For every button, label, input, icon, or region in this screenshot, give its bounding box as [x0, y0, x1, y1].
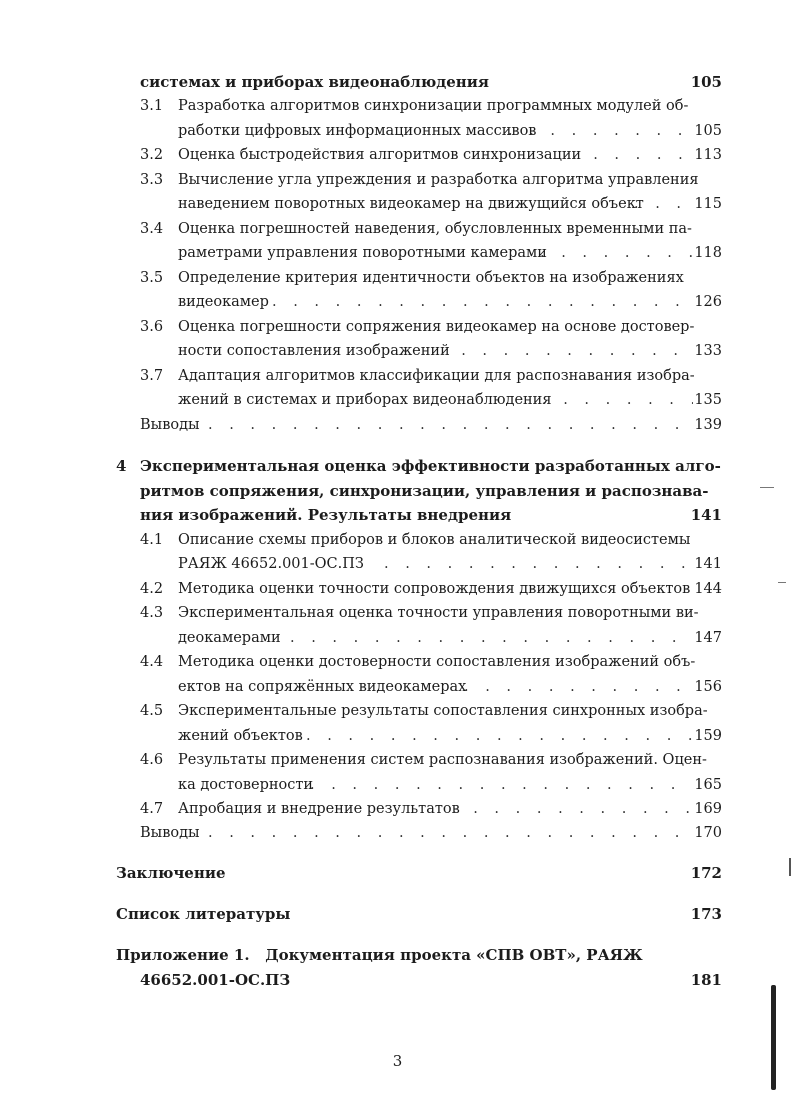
toc-conclusions	[0, 821, 795, 845]
page-ref: 172	[690, 864, 722, 882]
toc-chapter4-title-cont	[0, 503, 795, 527]
section-number: 4.3	[140, 605, 164, 621]
section-title: Описание схемы приборов и блоков аналитической видеосистемы	[178, 532, 691, 548]
section-title-cont: видеокамер	[178, 294, 269, 310]
chapter-title: системах и приборах видеонаблюдения	[140, 73, 489, 91]
dot-leader	[452, 797, 693, 821]
section-number: 4.5	[140, 703, 164, 719]
scan-artifact-mark	[789, 858, 791, 876]
section-title-cont: РАЯЖ 46652.001-ОС.ПЗ	[178, 556, 364, 572]
toc-entry	[0, 143, 795, 167]
toc-chapter3-title	[0, 70, 795, 94]
appendix-title-cont: 46652.001-ОС.ПЗ	[140, 971, 291, 989]
dot-leader	[310, 773, 693, 797]
page-ref: 169	[694, 801, 722, 817]
references-label: Список литературы	[116, 905, 291, 923]
dot-leader	[508, 119, 693, 143]
section-number: 3.5	[140, 270, 164, 286]
section-number: 3.6	[140, 319, 164, 335]
appendix-title: Приложение 1. Документация проекта «СПВ ОВТ», РАЯЖ	[116, 946, 643, 964]
chapter-number: 4	[116, 457, 127, 475]
dot-leader	[290, 626, 693, 650]
toc-entry-cont	[0, 388, 795, 412]
section-title: Разработка алгоритмов синхронизации программных модулей об-	[178, 98, 689, 114]
section-number: 3.7	[140, 368, 164, 384]
dot-leader	[272, 290, 693, 314]
toc-entry-cont	[0, 119, 795, 143]
section-title: Экспериментальные результаты сопоставления синхронных изобра-	[178, 703, 708, 719]
toc-appendix	[0, 943, 795, 967]
dot-leader	[208, 821, 693, 845]
toc-entry	[0, 528, 795, 552]
section-title: Методика оценки точности сопровождения движущихся объектов	[178, 581, 691, 597]
toc-entry	[0, 266, 795, 290]
section-title-cont: раметрами управления поворотными камерами	[178, 245, 547, 261]
page-number: 3	[392, 1052, 403, 1070]
page-ref: 126	[694, 294, 722, 310]
toc-entry	[0, 577, 795, 601]
toc-appendix-cont	[0, 968, 795, 992]
dot-leader	[306, 724, 693, 748]
section-title: Адаптация алгоритмов классификации для распознавания изобра-	[178, 368, 695, 384]
scan-artifact-mark	[760, 487, 774, 488]
toc-entry-cont	[0, 192, 795, 216]
section-title: Определение критерия идентичности объектов на изображениях	[178, 270, 684, 286]
toc-entry-cont	[0, 552, 795, 576]
section-number: 3.2	[140, 147, 164, 163]
section-title-cont: ности сопоставления изображений	[178, 343, 450, 359]
toc-entry	[0, 94, 795, 118]
toc-entry-cont	[0, 724, 795, 748]
dot-leader	[540, 241, 693, 265]
toc-entry	[0, 748, 795, 772]
toc-references	[0, 902, 795, 926]
section-number: 3.3	[140, 172, 164, 188]
page-ref: 170	[694, 825, 722, 841]
section-number: 3.4	[140, 221, 164, 237]
section-title: Оценка погрешностей наведения, обусловленных временными па-	[178, 221, 692, 237]
toc-conclusion	[0, 861, 795, 885]
section-title: Оценка погрешности сопряжения видеокамер на основе достовер-	[178, 319, 695, 335]
chapter-title-cont: ния изображений. Результаты внедрения	[140, 506, 512, 524]
section-number: 3.1	[140, 98, 164, 114]
page-ref: 141	[694, 556, 722, 572]
page-ref: 135	[694, 392, 722, 408]
conclusions-label: Выводы	[140, 417, 200, 433]
section-title-cont: ектов на сопряжённых видеокамерах	[178, 679, 467, 695]
toc-entry-cont	[0, 626, 795, 650]
page-ref: 141	[690, 506, 722, 524]
section-title: Оценка быстродействия алгоритмов синхронизации	[178, 147, 582, 163]
dot-leader	[634, 192, 693, 216]
page-ref: 147	[694, 630, 722, 646]
toc-entry-cont	[0, 290, 795, 314]
toc-entry	[0, 797, 795, 821]
section-number: 4.4	[140, 654, 164, 670]
section-title-cont: жений в системах и приборах видеонаблюдения	[178, 392, 552, 408]
toc-entry	[0, 601, 795, 625]
toc-chapter4-title	[0, 454, 795, 478]
page-ref: 133	[694, 343, 722, 359]
page-ref: 139	[694, 417, 722, 433]
toc-chapter4-title-cont	[0, 479, 795, 503]
section-title-cont: деокамерами	[178, 630, 281, 646]
toc-entry	[0, 315, 795, 339]
page-ref: 165	[694, 777, 722, 793]
page-ref: 156	[694, 679, 722, 695]
page-ref: 144	[694, 581, 722, 597]
dot-leader	[440, 339, 693, 363]
toc-entry	[0, 699, 795, 723]
page-ref: 159	[694, 728, 722, 744]
section-title-cont: работки цифровых информационных массивов	[178, 123, 537, 139]
scan-artifact-mark	[778, 582, 786, 583]
section-number: 4.6	[140, 752, 164, 768]
section-number: 4.1	[140, 532, 164, 548]
section-title: Методика оценки достоверности сопоставления изображений объ-	[178, 654, 696, 670]
toc-entry	[0, 217, 795, 241]
dot-leader	[464, 675, 693, 699]
conclusions-label: Выводы	[140, 825, 200, 841]
conclusion-label: Заключение	[116, 864, 226, 882]
page-ref: 105	[694, 123, 722, 139]
page-ref: 181	[690, 971, 722, 989]
dot-leader	[542, 388, 693, 412]
toc-entry-cont	[0, 339, 795, 363]
section-number: 4.7	[140, 801, 164, 817]
section-title-cont: ка достоверности	[178, 777, 314, 793]
toc-entry-cont	[0, 675, 795, 699]
toc-entry	[0, 168, 795, 192]
dot-leader	[208, 413, 693, 437]
toc-conclusions	[0, 413, 795, 437]
section-title: Экспериментальная оценка точности управления поворотными ви-	[178, 605, 699, 621]
toc-entry	[0, 650, 795, 674]
section-title-cont: наведением поворотных видеокамер на движущийся объект	[178, 196, 644, 212]
page-ref: 105	[690, 73, 722, 91]
toc-entry-cont	[0, 773, 795, 797]
section-title: Апробация и внедрение результатов	[178, 801, 460, 817]
page-ref: 113	[694, 147, 722, 163]
chapter-title: Экспериментальная оценка эффективности разработанных алго-	[140, 457, 721, 475]
section-title: Результаты применения систем распознавания изображений. Оцен-	[178, 752, 707, 768]
dot-leader	[572, 143, 693, 167]
section-number: 4.2	[140, 581, 164, 597]
scan-artifact-line	[771, 985, 776, 1090]
page-ref: 118	[694, 245, 722, 261]
chapter-title-cont: ритмов сопряжения, синхронизации, управления и распознава-	[140, 482, 709, 500]
toc-entry	[0, 364, 795, 388]
dot-leader	[384, 552, 693, 576]
toc-entry-cont	[0, 241, 795, 265]
section-title-cont: жений объектов	[178, 728, 303, 744]
page-ref: 173	[690, 905, 722, 923]
section-title: Вычисление угла упреждения и разработка алгоритма управления	[178, 172, 699, 188]
page-ref: 115	[694, 196, 722, 212]
